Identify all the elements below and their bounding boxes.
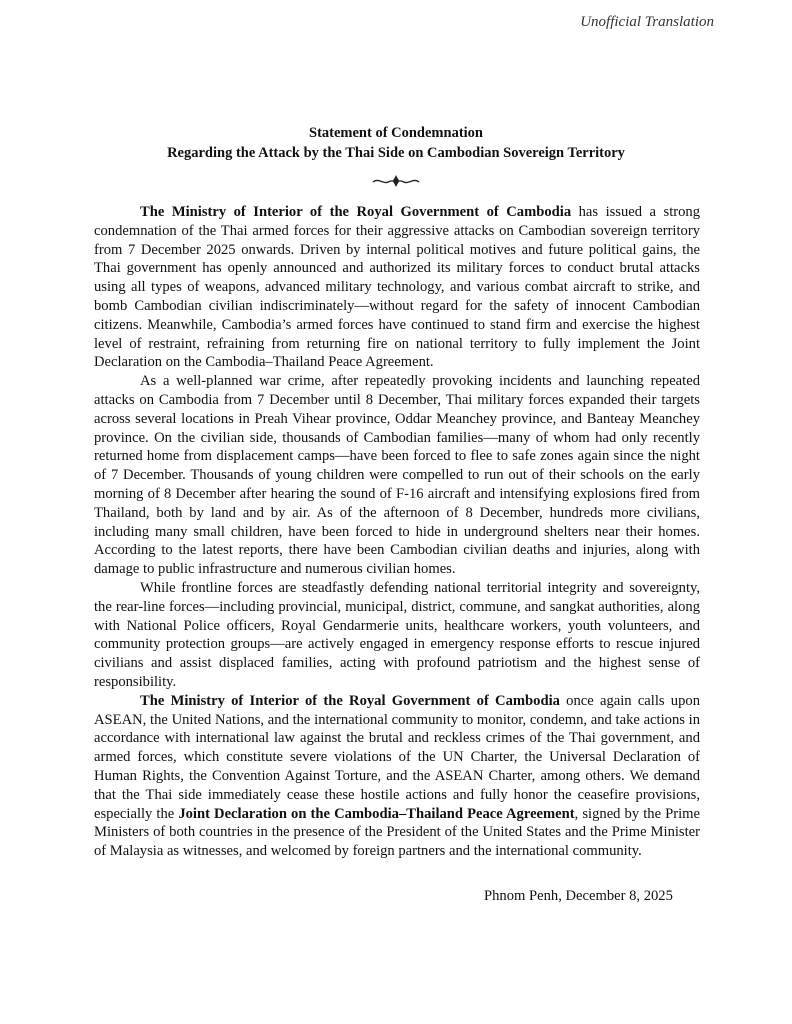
title-line-1: Statement of Condemnation xyxy=(309,125,483,141)
paragraph-1 xyxy=(94,203,700,372)
title-line-2: Regarding the Attack by the Thai Side on Cambodian Sovereign Territory xyxy=(167,145,625,161)
ministry-name-bold: The Ministry of Interior of the Royal Government of Cambodia xyxy=(140,204,572,220)
ministry-name-bold-2: The Ministry of Interior of the Royal Government of Cambodia xyxy=(140,692,560,709)
place-date-signature: Phnom Penh, December 8, 2025 xyxy=(484,888,673,904)
paragraph-4-text-a: once again calls upon ASEAN, the United Nations, and the international community to monitor, condemn, and take actions in accordance with international law against the brutal and reckless crimes of the Thai government, and armed forces, which constitute severe violations of the UN Charter, the Universal Declaration of Human Rights, the Convention Against Torture, and the ASEAN Charter, among others. We demand that the Thai side immediately cease these hostile actions and fully honor the ceasefire provisions, especially the xyxy=(94,692,700,822)
paragraph-4-text-b: , signed by the Prime Ministers of both countries in the presence of the President of the United States and the Prime Minister of Malaysia as witnesses, and welcomed by foreign partners and the international community. xyxy=(94,805,700,860)
paragraph-1-text: has issued a strong condemnation of the Thai armed forces for their aggressive attacks on Cambodian sovereign territory from 7 December 2025 onwards. Driven by internal political motives and future political gains, the Thai government has openly announced and authorized its military forces to conduct brutal attacks using all types of weapons, advanced military technology, and various combat aircraft to strike, and bomb Cambodian civilian indiscriminately—without regard for the safety of innocent Cambodian citizens. Meanwhile, Cambodia’s armed forces have continued to stand firm and exercise the highest level of restraint, refraining from returning fire on national territory to fully implement the Joint Declaration on the Cambodia–Thailand Peace Agreement. xyxy=(94,204,700,371)
statement-title xyxy=(0,123,792,163)
unofficial-translation-note: Unofficial Translation xyxy=(580,14,714,30)
joint-declaration-bold: Joint Declaration on the Cambodia–Thailand Peace Agreement xyxy=(178,805,575,822)
paragraph-2: As a well-planned war crime, after repeatedly provoking incidents and launching repeated attacks on Cambodia from 7 December until 8 December, Thai military forces expanded their targets across several locations in Preah Vihear province, Oddar Meanchey province, and Banteay Meanchey province. On the civilian side, thousands of Cambodian families—many of whom had only recently returned home from displacement camps—have been forced to flee to safe zones again since the night of 7 December. Thousands of young children were compelled to run out of their schools on the early morning of 8 December after hearing the sound of F-16 aircraft and intensifying explosions fired from Thailand, both by land and by air. As of the afternoon of 8 December, hundreds more civilians, including many small children, have been forced to hide in underground shelters near their homes. According to the latest reports, there have been Cambodian civilian deaths and injuries, along with damage to public infrastructure and numerous civilian homes. xyxy=(94,373,700,578)
paragraph-4 xyxy=(94,692,700,861)
paragraph-3: While frontline forces are steadfastly defending national territorial integrity and sovereignty, the rear-line forces—including provincial, municipal, district, commune, and sangkat authorities, along with National Police officers, Royal Gendarmerie units, healthcare workers, youth volunteers, and community protection groups—are actively engaged in emergency response efforts to rescue injured civilians and assist displaced families, acting with profound patriotism and the highest sense of responsibility. xyxy=(94,579,700,690)
decorative-flourish-icon xyxy=(371,174,421,188)
statement-body xyxy=(94,203,700,861)
